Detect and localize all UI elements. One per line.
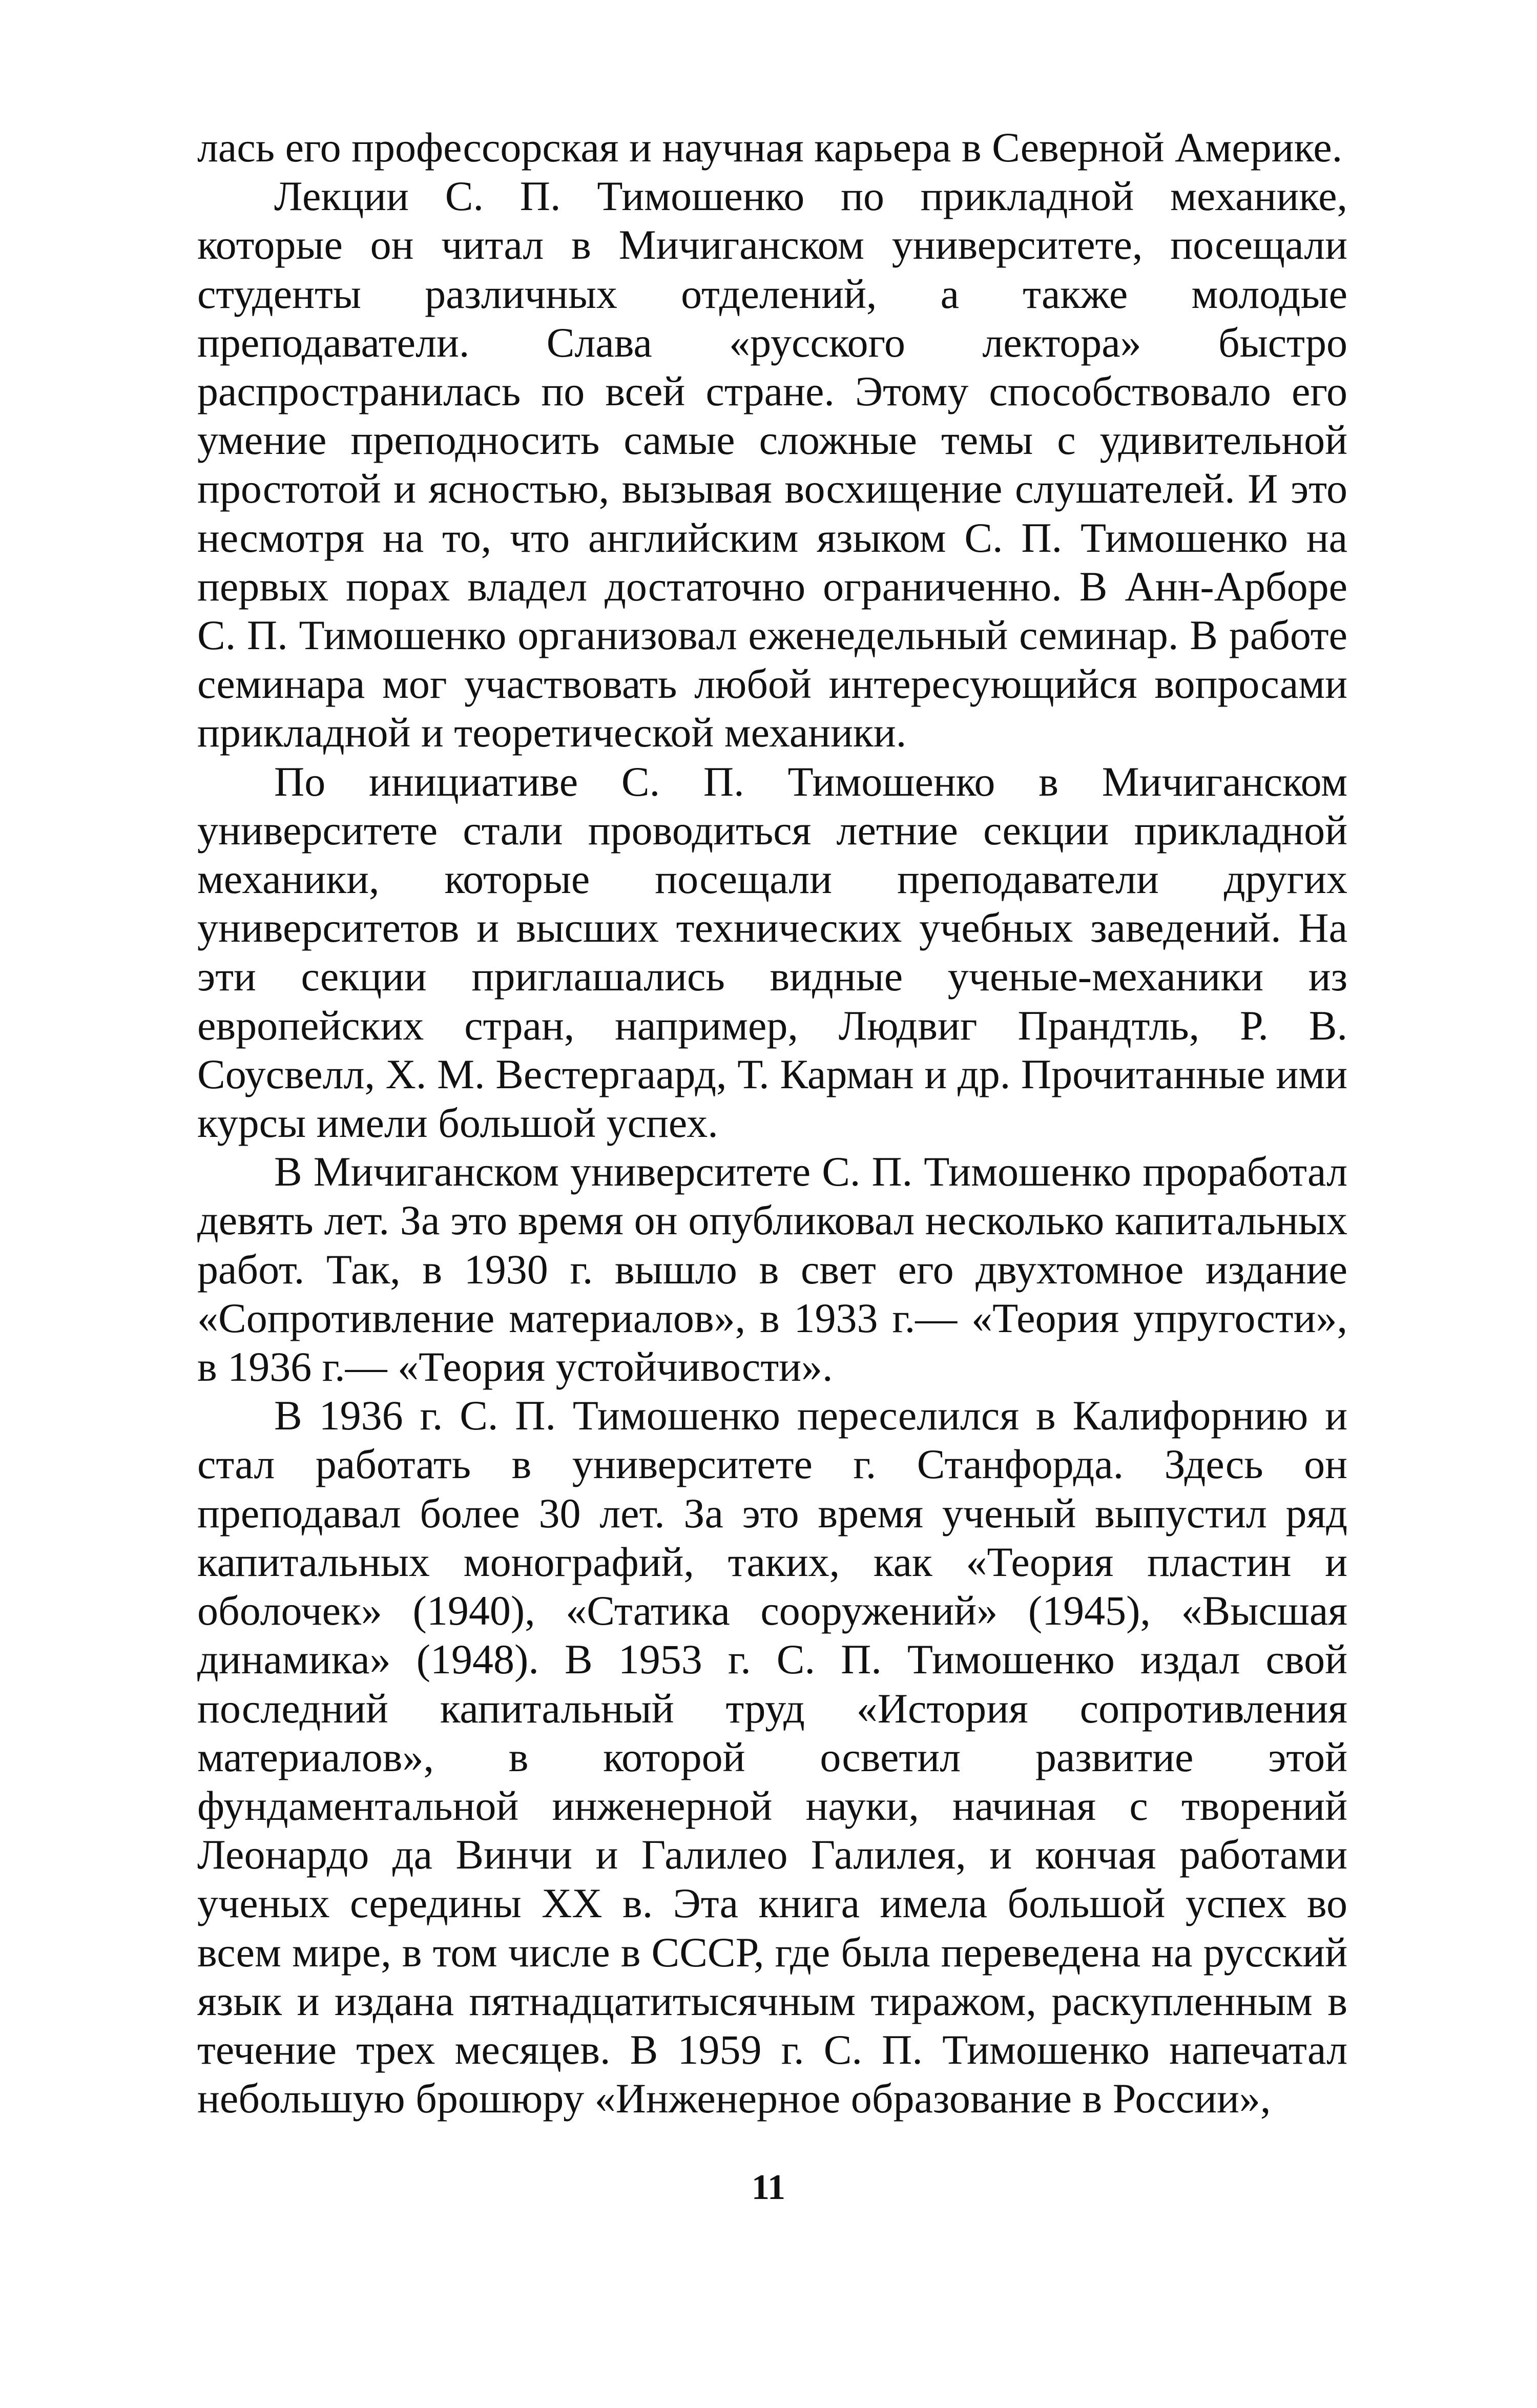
body-text [197, 123, 1347, 2123]
paragraph-michigan-works: В Мичиганском университете С. П. Тимошенко проработал девять лет. За это время он опубликовал несколько капитальных работ. Так, в 1930 г. вышло в свет его двухтомное издание «Сопротивление материалов», в 1933 г.— «Теория упругости», в 1936 г.— «Теория устойчивости». [197, 1148, 1347, 1390]
paragraph-summer-sections: По инициативе С. П. Тимошенко в Мичиганском университете стали проводиться летние секции прикладной механики, которые посещали преподаватели других университетов и высших технических учебных заведений. На эти секции приглашались видные ученые-механики из европейских стран, например, Людвиг Прандтль, Р. В. Соусвелл, Х. М. Вестергаард, Т. Карман и др. Прочитанные ими курсы имели большой успех. [197, 758, 1347, 1147]
paragraph-stanford: В 1936 г. С. П. Тимошенко переселился в Калифорнию и стал работать в университете г. Станфорда. Здесь он преподавал более 30 лет. За это время ученый выпустил ряд капитальных монографий, таких, как «Теория пластин и оболочек» (1940), «Статика сооружений» (1945), «Высшая динамика» (1948). В 1953 г. С. П. Тимошенко издал свой последний капитальный труд «История сопротивления материалов», в которой осветил развитие этой фундаментальной инженерной науки, начиная с творений Леонардо да Винчи и Галилео Галилея, и кончая работами ученых середины XX в. Эта книга имела большой успех во всем мире, в том числе в СССР, где была переведена на русский язык и издана пятнадцатитысячным тиражом, раскупленным в течение трех месяцев. В 1959 г. С. П. Тимошенко напечатал небольшую брошюру «Инженерное образование в России», [197, 1392, 1347, 2122]
paragraph-lectures: Лекции С. П. Тимошенко по прикладной механике, которые он читал в Мичиганском университете, посещали студенты различных отделений, а также молодые преподаватели. Слава «русского лектора» быстро распространилась по всей стране. Этому способствовало его умение преподносить самые сложные темы с удивительной простотой и ясностью, вызывая восхищение слушателей. И это несмотря на то, что английским языком С. П. Тимошенко на первых порах владел достаточно ограниченно. В Анн-Арборе С. П. Тимошенко организовал еженедельный семинар. В работе семинара мог участвовать любой интересующийся вопросами прикладной и теоретической механики. [197, 173, 1347, 756]
page-number: 11 [751, 2168, 786, 2207]
paragraph-continuation: лась его профессорская и научная карьера в Северной Америке. [197, 124, 1343, 171]
